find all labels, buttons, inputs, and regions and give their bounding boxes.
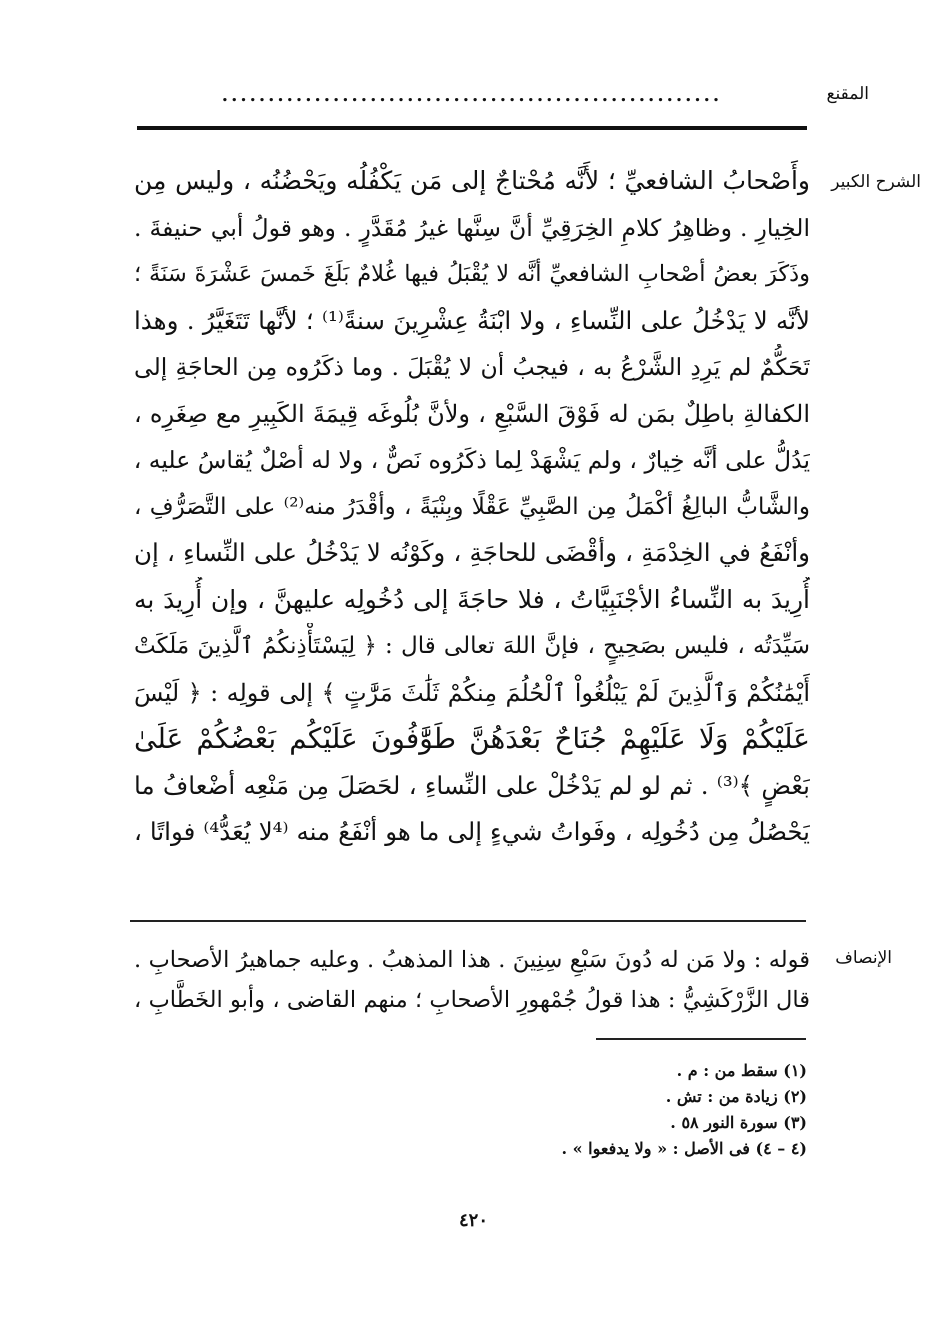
side-label-insaf: الإنصاف [835,948,892,968]
text-line: عَلَيْكُمْ وَلَا عَلَيْهِمْ جُنَاحٌ بَعْدَهُنَّ طَوَّٰفُونَ عَلَيْكُم بَعْضُكُمْ عَلَىٰ [134,722,810,755]
text-line: الخِيارِ . وظاهِرُ كلامِ الخِرَقِيِّ أنَّ سِنَّها غيرُ مُقَدَّرٍ . وهو قولُ أبي حنيفةَ . [134,213,810,242]
main-commentary-text [134,158,810,856]
text-line: وذَكَرَ بعضُ أصْحابِ الشافعيِّ أنَّه لا يُقْبَلُ فيها غُلامٌ بَلَغَ خَمسَ عَشْرَةَ سَنَةً ؛ [134,261,810,287]
footnotes [407,1058,807,1162]
section-divider [130,920,806,922]
text-line: لأنَّه لا يَدْخُلُ على النِّساءِ ، ولا ابْنَةُ عِشْرِينَ سنةً⁽¹⁾ ؛ لأنَّها تَتَغَيَّرُ . وهذا [134,305,810,335]
footnote: (١) سقط من : م . [676,1061,807,1080]
text-line: أَيْمَٰنُكُمْ وَٱلَّذِينَ لَمْ يَبْلُغُواْ ٱلْحُلُمَ مِنكُمْ ثَلَٰثَ مَرَّٰتٍ ﴾ إلى قولِه : ﴿ لَيْسَ [134,678,810,707]
insaf-line: قال الزَّرْكَشِيُّ : هذا قولُ جُمْهورِ الأصحابِ ؛ منهم القاضى ، وأبو الخَطَّابِ ، [134,987,810,1013]
text-line: الكفالةِ باطِلٌ بمَن له فَوْقَ السَّبْعِ ، ولأنَّ بُلُوغَه قِيمَةَ الكَبِيرِ مع صِغَرِه ، [134,399,810,428]
page-number: ٤٢٠ [458,1210,488,1231]
text-line: سَيِّدَتُه ، فليس بصَحِيحٍ ، فإنَّ اللهَ تعالى قال : ﴿ لِيَسْتَأْذِنكُمُ ٱلَّذِينَ مَلَكَتْ [134,633,810,659]
book-title-header: المقنع [826,84,869,104]
header-rule [137,126,807,130]
side-label-sharh: الشرح الكبير [831,172,921,192]
text-line: يَدُلُّ على أنَّه خِيارٌ ، ولم يَشْهَدْ لِما ذكَرُوه نَصٌّ ، ولا له أصْلٌ يُقاسُ عليه ، [134,446,810,474]
footnote: (٤ – ٤) فى الأصل : « ولا يدفعوا » . [561,1139,807,1158]
text-line: بَعْضٍ ﴾⁽³⁾ . ثم لو لم يَدْخُلْ على النِّساءِ ، لحَصَلَ مِن مَنْعِه أضْعافُ ما [134,770,810,800]
text-line: أُرِيدَ به النِّساءُ الأجْنَبِيَّاتُ ، فلا حاجَةَ إلى دُخُولِه عليهنَّ ، وإن أُرِيدَ به [134,584,810,614]
footnote: (٣) سورة النور ٥٨ . [670,1113,807,1132]
text-line: يَحْصُلُ مِن دُخُولِه ، وفَواتُ شيءٍ إلى ما هو أنْفَعُ منه ⁽⁴لا يُعَدُّ⁴⁾ فواتًا ، [134,817,810,846]
text-line: والشَّابُّ البالِغُ أكْمَلُ مِن الصَّبِيِّ عَقْلًا وبِنْيَةً ، وأقْدَرُ منه⁽²⁾ على التَّصَرُّفِ ، [134,493,810,520]
insaf-text [134,940,810,1020]
insaf-line: قوله : ولا مَن له دُونَ سَبْعِ سِنِينَ . هذا المذهبُ . وعليه جماهيرُ الأصحابِ . [134,947,810,973]
text-line: وأَصْحابُ الشافعيِّ ؛ لأَنَّه مُحْتاجٌ إلى مَن يَكْفُلُه ويَحْضُنُه ، وليس مِن [134,166,810,195]
text-line: تَحَكُّمٌ لم يَرِدِ الشَّرْعُ به ، فيجبُ أن لا يُقْبَلَ . وما ذكَرُوه مِن الحاجَةِ إلى [134,353,810,381]
footnote-divider [596,1038,806,1040]
footnote: (٢) زيادة من : تش . [665,1087,807,1106]
header-dotted-leader: ...................................................... [221,86,723,106]
text-line: وأنْفَعُ في الخِدْمَةِ ، وأقْضَى للحاجَةِ ، وكَوْنُه لا يَدْخُلُ على النِّساءِ ، إن [134,538,810,567]
